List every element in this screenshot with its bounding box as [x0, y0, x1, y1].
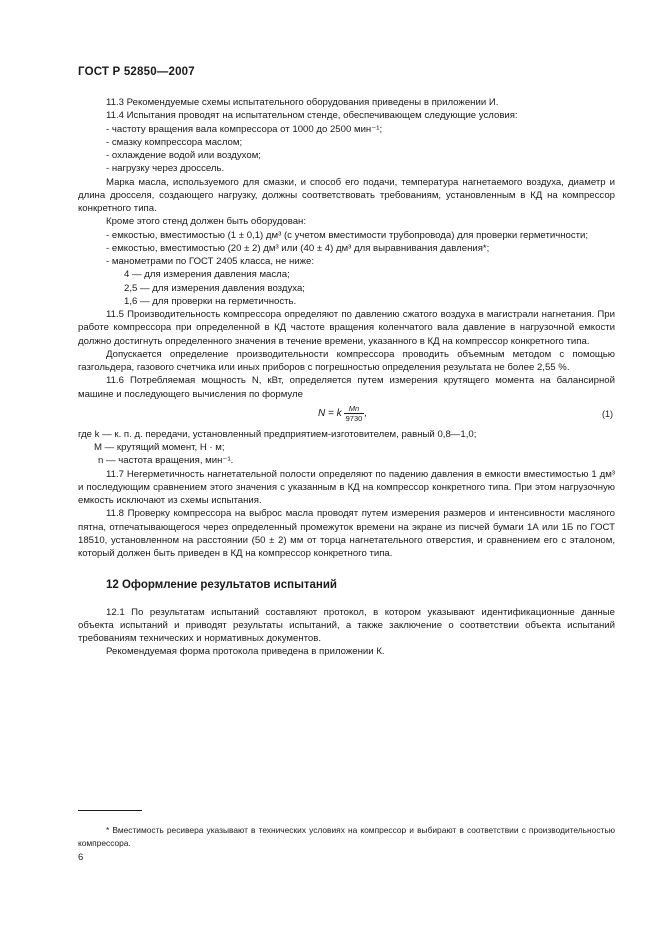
paragraph-12-1: 12.1 По результатам испытаний составляют протокол, в котором указывают идентификационные данные объекта испытаний и приводят результаты испытаний, а также заключение о соответствии объекта испытаний требованиям технических и нормативных документов. — [78, 606, 615, 644]
paragraph-11-4: 11.4 Испытания проводят на испытательном стенде, обеспечивающем следующие условия: — [106, 110, 518, 122]
manometer-class-item: 1,6 — для проверки на герметичность. — [124, 295, 297, 307]
manometer-class-item: 2,5 — для измерения давления воздуха; — [124, 282, 305, 294]
paragraph-12-1-form: Рекомендуемая форма протокола приведена в приложении К. — [106, 646, 385, 658]
condition-item: - частоту вращения вала компрессора от 1000 до 2500 мин⁻¹; — [106, 123, 383, 135]
paragraph-11-6: 11.6 Потребляемая мощность N, кВт, определяется путем измерения крутящего момента на балансирной машине и последующего вычисления по формуле — [78, 375, 615, 400]
formula-expression — [318, 404, 367, 423]
formula-numerator: Mn — [344, 404, 365, 414]
formula-lhs: N = k — [318, 407, 342, 419]
page-number: 6 — [78, 852, 84, 863]
formula-where-n: n — частота вращения, мин⁻¹. — [98, 455, 234, 467]
footnote-divider — [78, 810, 142, 811]
section-title-12: 12 Оформление результатов испытаний — [106, 579, 338, 592]
paragraph-11-5: 11.5 Производительность компрессора определяют по давлению сжатого воздуха в магистрали нагнетания. При работе компрессора при определенной в КД частоте вращения коленчатого вала давление в нагрузочной емкости должно достигнуть определенного значения в течение времени, указанного в КД на компрессор конкретного типа. — [78, 309, 615, 347]
manometer-class-item: 4 — для измерения давления масла; — [124, 269, 290, 281]
paragraph-11-7: 11.7 Негерметичность нагнетательной полости определяют по падению давления в емкости вместимостью 1 дм³ и последующим сравнением этого значения с указанным в КД на компрессор конкретного типа. При этом нагрузочную емкость исключают из схемы испытания. — [78, 468, 615, 506]
formula-trail: , — [364, 407, 368, 419]
equipment-item: - емкостью, вместимостью (20 ± 2) дм³ или (40 ± 4) дм³ для выравнивания давления*; — [106, 242, 490, 254]
document-header: ГОСТ Р 52850—2007 — [78, 66, 195, 78]
formula-where-m: M — крутящий момент, Н · м; — [94, 442, 225, 453]
footnote: * Вместимость ресивера указывают в технических условиях на компрессор и выбирают в соответствии с производительностью компрессора. — [78, 825, 615, 849]
formula-number: (1) — [602, 408, 613, 419]
condition-item: - смазку компрессора маслом; — [106, 136, 243, 148]
paragraph-11-8: 11.8 Проверку компрессора на выброс масла проводят путем измерения размеров и интенсивности масляного пятна, отпечатывающегося через определенный промежуток времени на экране из писчей бумаги 1А или 1Б по ГОСТ 18510, установленном на расстоянии (50 ± 2) мм от торца нагнетательного отверстия, и сравнением его с эталоном, который должен быть приведен в КД на компрессор конкретного типа. — [78, 508, 615, 559]
document-body — [78, 96, 615, 659]
equipment-item: - манометрами по ГОСТ 2405 класса, не ниже: — [106, 256, 315, 267]
paragraph-11-5-alt: Допускается определение производительности компрессора проводить объемным методом с помощью газгольдера, газового счетчика или иных приборов с погрешностью определения результата не более 2,55 %. — [78, 348, 615, 373]
paragraph-stand: Кроме этого стенд должен быть оборудован: — [106, 216, 307, 228]
equipment-item: - емкостью, вместимостью (1 ± 0,1) дм³ (с учетом вместимости трубопровода) для проверки герметичности; — [106, 229, 589, 241]
formula-fraction — [344, 403, 368, 423]
paragraph-11-3: 11.3 Рекомендуемые схемы испытательного оборудования приведены в приложении И. — [106, 97, 499, 108]
condition-item: - охлаждение водой или воздухом; — [106, 150, 261, 161]
condition-item: - нагрузку через дроссель. — [106, 163, 225, 175]
formula-power — [78, 402, 615, 426]
paragraph-oil: Марка масла, используемого для смазки, и способ его подачи, температура нагнетаемого воздуха, диаметр и длина дросселя, создающего нагрузку, должны соответствовать требованиям, установленным в КД на компрессор конкретного типа. — [78, 176, 615, 214]
formula-denominator: 9730 — [345, 413, 363, 423]
formula-where-k: где k — к. п. д. передачи, установленный предприятием-изготовителем, равный 0,8—1,0; — [78, 428, 477, 440]
